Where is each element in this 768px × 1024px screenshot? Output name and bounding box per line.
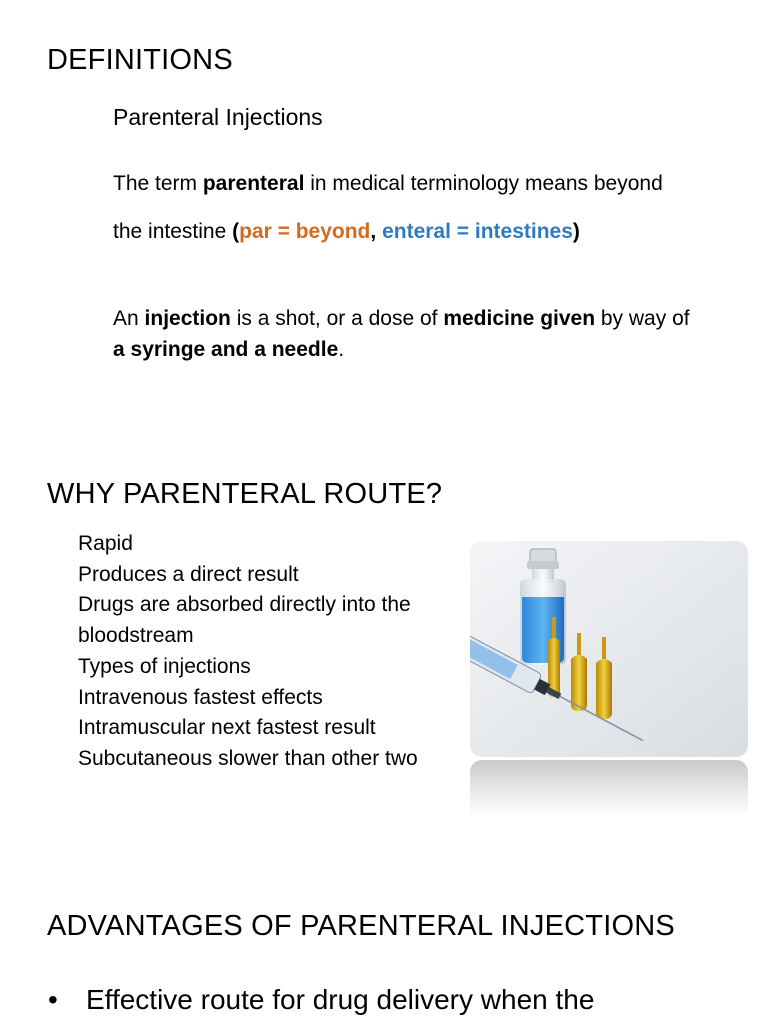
par-beyond: par = beyond: [239, 220, 371, 243]
term-parenteral: parenteral: [202, 172, 305, 195]
advantages-list-item: [48, 982, 594, 1018]
bullet-icon: •: [48, 984, 58, 1015]
parenteral-definition-line-2: [113, 219, 580, 245]
advantage-text: Effective route for drug delivery when the: [86, 984, 595, 1015]
definitions-heading: DEFINITIONS: [47, 44, 233, 76]
parenteral-injections-subheading: Parenteral Injections: [113, 104, 323, 130]
text-span: the intestine: [113, 220, 233, 243]
list-item: Rapid: [78, 532, 133, 555]
list-item: Produces a direct result: [78, 562, 299, 586]
list-item: bloodstream: [78, 624, 194, 648]
syringe-vials-photo: [470, 541, 748, 757]
injection-definition-line-1: [113, 306, 690, 332]
list-item: Subcutaneous slower than other two: [78, 746, 418, 770]
text-span: is a shot, or a dose of: [230, 307, 444, 330]
comma: ,: [370, 220, 377, 243]
term-medicine-given: medicine given: [443, 307, 596, 330]
why-parenteral-heading: WHY PARENTERAL ROUTE?: [47, 478, 443, 510]
list-item: Drugs are absorbed directly into the: [78, 593, 411, 617]
text-span: The term: [113, 172, 203, 195]
term-syringe-needle: a syringe and a needle: [113, 338, 339, 361]
enteral-intestines: enteral = intestines: [382, 220, 573, 243]
injection-definition-line-2: [113, 337, 344, 363]
close-paren: ): [572, 220, 580, 243]
text-span: An: [113, 307, 145, 330]
advantages-heading: ADVANTAGES OF PARENTERAL INJECTIONS: [47, 910, 675, 942]
parenteral-definition-line-1: [113, 171, 663, 197]
text-span: in medical terminology means beyond: [304, 172, 663, 195]
photo-reflection: [470, 760, 748, 816]
list-item: Intramuscular next fastest result: [78, 716, 376, 740]
why-parenteral-list: [78, 529, 418, 775]
list-item: Intravenous fastest effects: [78, 685, 323, 709]
text-span: .: [338, 338, 345, 361]
text-span: by way of: [595, 307, 690, 330]
list-item: Types of injections: [78, 654, 251, 678]
term-injection: injection: [144, 307, 231, 330]
open-paren: (: [232, 220, 240, 243]
